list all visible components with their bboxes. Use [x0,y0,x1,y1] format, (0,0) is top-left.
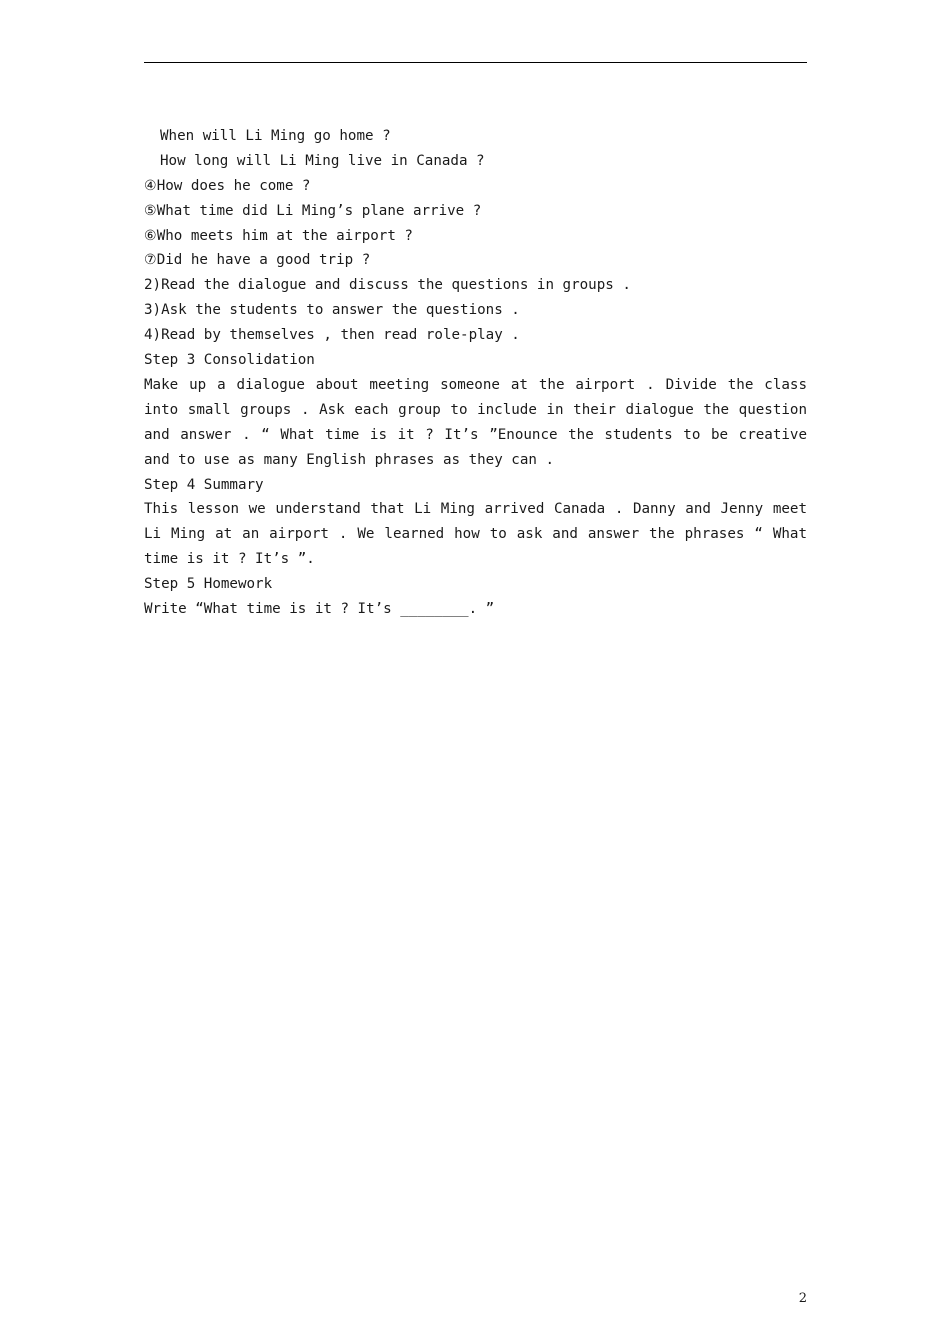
consolidation-heading: Step 3 Consolidation [144,352,315,369]
step-item-2: 2)Read the dialogue and discuss the questions in groups . [144,277,631,294]
summary-paragraph: This lesson we understand that Li Ming arrived Canada . Danny and Jenny meet Li Ming at an airport . We learned how to ask and answer the phrases “ What time is it ? It’s ”. [144,501,807,568]
homework-text: Write “What time is it ? It’s ________. ” [144,601,495,618]
summary-heading: Step 4 Summary [144,476,264,493]
question-6: ⑥Who meets him at the airport ? [144,227,413,244]
header-rule [144,62,807,63]
question-go-home: When will Li Ming go home ? [160,128,391,144]
page-number: 2 [798,1291,807,1306]
question-5: ⑤What time did Li Ming’s plane arrive ? [144,202,482,219]
homework-heading: Step 5 Homework [144,576,273,593]
step-item-4: 4)Read by themselves , then read role-play . [144,327,520,344]
consolidation-paragraph: Make up a dialogue about meeting someone at the airport . Divide the class into small groups . Ask each group to include in their dialogue the question and answer . “ What time is it ? It’s ”Enounce the students to be creative and to use as many English phrases as they can . [144,376,807,468]
question-7: ⑦Did he have a good trip ? [144,252,371,269]
question-how-long: How long will Li Ming live in Canada ? [160,152,485,169]
document-body [144,124,807,622]
question-4: ④How does he come ? [144,177,311,194]
step-item-3: 3)Ask the students to answer the questions . [144,302,520,319]
